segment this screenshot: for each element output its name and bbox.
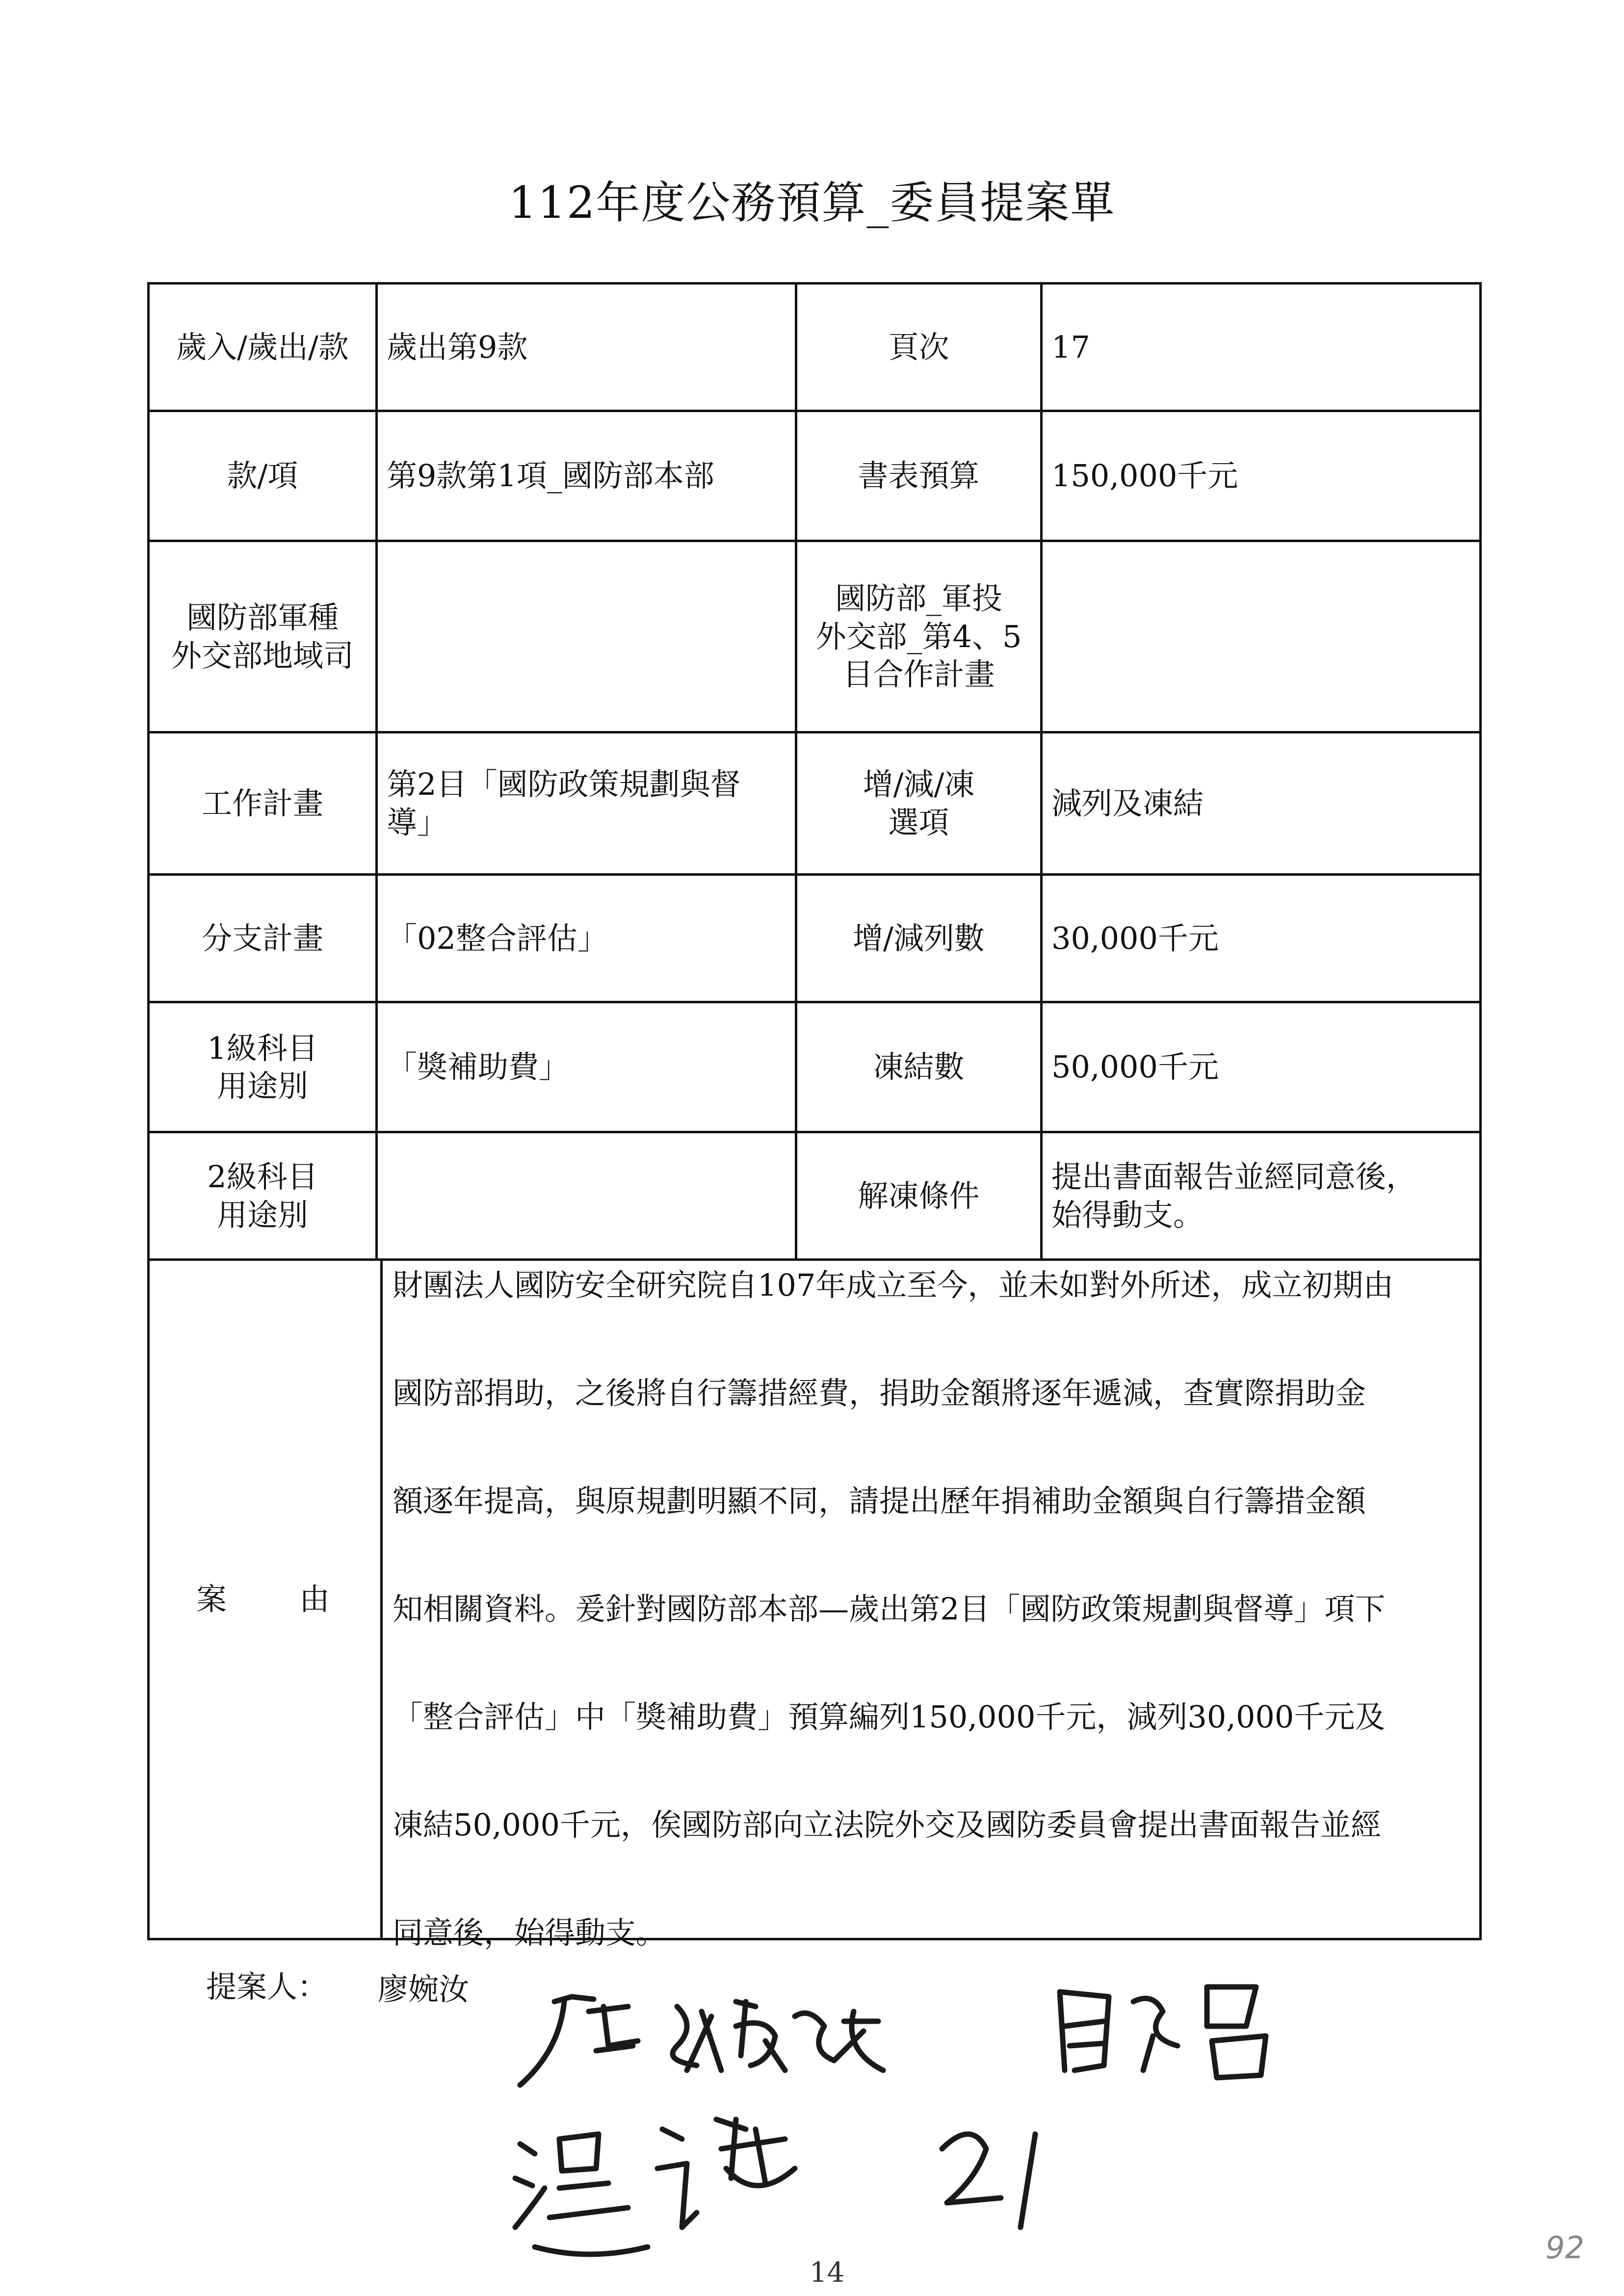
field-label: 歲入/歲出/款 (176, 329, 349, 365)
signature-3 (515, 2119, 795, 2254)
reason-line: 凍結50,000千元，俟國防部向立法院外交及國防委員會提出書面報告並經 (393, 1807, 1381, 1843)
row-label (150, 542, 375, 731)
row-value (1043, 876, 1479, 1001)
field-label: 增/減/凍 選項 (863, 766, 975, 840)
handwritten-signatures (491, 1972, 1472, 2291)
field-label: 工作計畫 (201, 785, 323, 821)
reason-label (150, 1261, 380, 1938)
field-label: 解凍條件 (858, 1177, 980, 1214)
row-label (150, 876, 375, 1001)
row-label (797, 876, 1040, 1001)
field-label: 分支計畫 (201, 920, 323, 956)
row-value (378, 1133, 795, 1258)
field-label: 2級科目 用途別 (207, 1159, 318, 1233)
field-value: 50,000千元 (1051, 1049, 1219, 1085)
row-value (1043, 542, 1479, 731)
page-title: 112年度公務預算_委員提案單 (508, 177, 1116, 229)
reason-line: 財團法人國防安全研究院自107年成立至今，並未如對外所述，成立初期由 (393, 1267, 1394, 1303)
row-label (150, 1003, 375, 1131)
row-label (150, 285, 375, 410)
row-value (1043, 733, 1479, 873)
row-value (378, 412, 795, 540)
field-value: 「02整合評估」 (387, 920, 608, 956)
field-label: 增/減列數 (853, 920, 985, 956)
row-value (378, 285, 795, 410)
reason-line: 國防部捐助，之後將自行籌措經費，捐助金額將逐年遞減，查實際捐助金 (393, 1375, 1366, 1411)
field-label: 書表預算 (858, 458, 980, 494)
reason-line: 同意後，始得動支。 (393, 1915, 667, 1951)
row-value (378, 733, 795, 873)
row-value (378, 1003, 795, 1131)
row-value (1043, 1133, 1479, 1258)
field-value: 「獎補助費」 (387, 1049, 570, 1085)
field-value: 減列及凍結 (1051, 785, 1204, 821)
field-value: 第2目「國防政策規劃與督 導」 (387, 766, 741, 840)
row-label (797, 285, 1040, 410)
row-value (378, 876, 795, 1001)
reason-line: 知相關資料。爰針對國防部本部—歲出第2目「國防政策規劃與督導」項下 (393, 1591, 1386, 1627)
signature-2 (1060, 1987, 1266, 2078)
row-label (797, 542, 1040, 731)
row-value (1043, 285, 1479, 410)
page-number: 14 (810, 2257, 845, 2289)
row-label (150, 1133, 375, 1258)
field-value: 提出書面報告並經同意後， 始得動支。 (1051, 1159, 1417, 1233)
field-label: 頁次 (888, 329, 949, 365)
row-value (1043, 1003, 1479, 1131)
field-value: 第9款第1項_國防部本部 (387, 458, 714, 494)
proposer-label: 提案人： (206, 1969, 328, 2005)
field-label: 國防部軍種 外交部地域司 (171, 600, 354, 674)
row-value (1043, 412, 1479, 540)
proposal-form-table (147, 282, 1482, 1940)
reason-line: 「整合評估」中「獎補助費」預算編列150,000千元，減列30,000千元及 (393, 1699, 1386, 1735)
field-label: 凍結數 (873, 1049, 965, 1085)
row-label (150, 412, 375, 540)
row-value (378, 542, 795, 731)
row-label (797, 1003, 1040, 1131)
field-label: 款/項 (227, 458, 298, 494)
field-value: 歲出第9款 (387, 329, 528, 365)
row-label (150, 733, 375, 873)
field-value: 150,000千元 (1051, 458, 1238, 494)
row-label (797, 412, 1040, 540)
signature-1 (520, 1997, 883, 2085)
field-label: 1級科目 用途別 (207, 1030, 318, 1104)
proposer-name: 廖婉汝 (378, 1971, 470, 2007)
field-value: 17 (1051, 329, 1090, 365)
reason-line: 額逐年提高，與原規劃明顯不同，請提出歷年捐補助金額與自行籌措金額 (393, 1483, 1366, 1519)
row-label (797, 733, 1040, 873)
row-label (797, 1133, 1040, 1258)
field-label: 案 由 (196, 1581, 334, 1618)
field-label: 國防部_軍投 外交部_第4、5 目合作計畫 (815, 580, 1022, 693)
field-value: 30,000千元 (1051, 920, 1219, 956)
corner-handwritten-mark: 92 (1545, 2230, 1584, 2266)
signature-number (942, 2134, 1035, 2227)
